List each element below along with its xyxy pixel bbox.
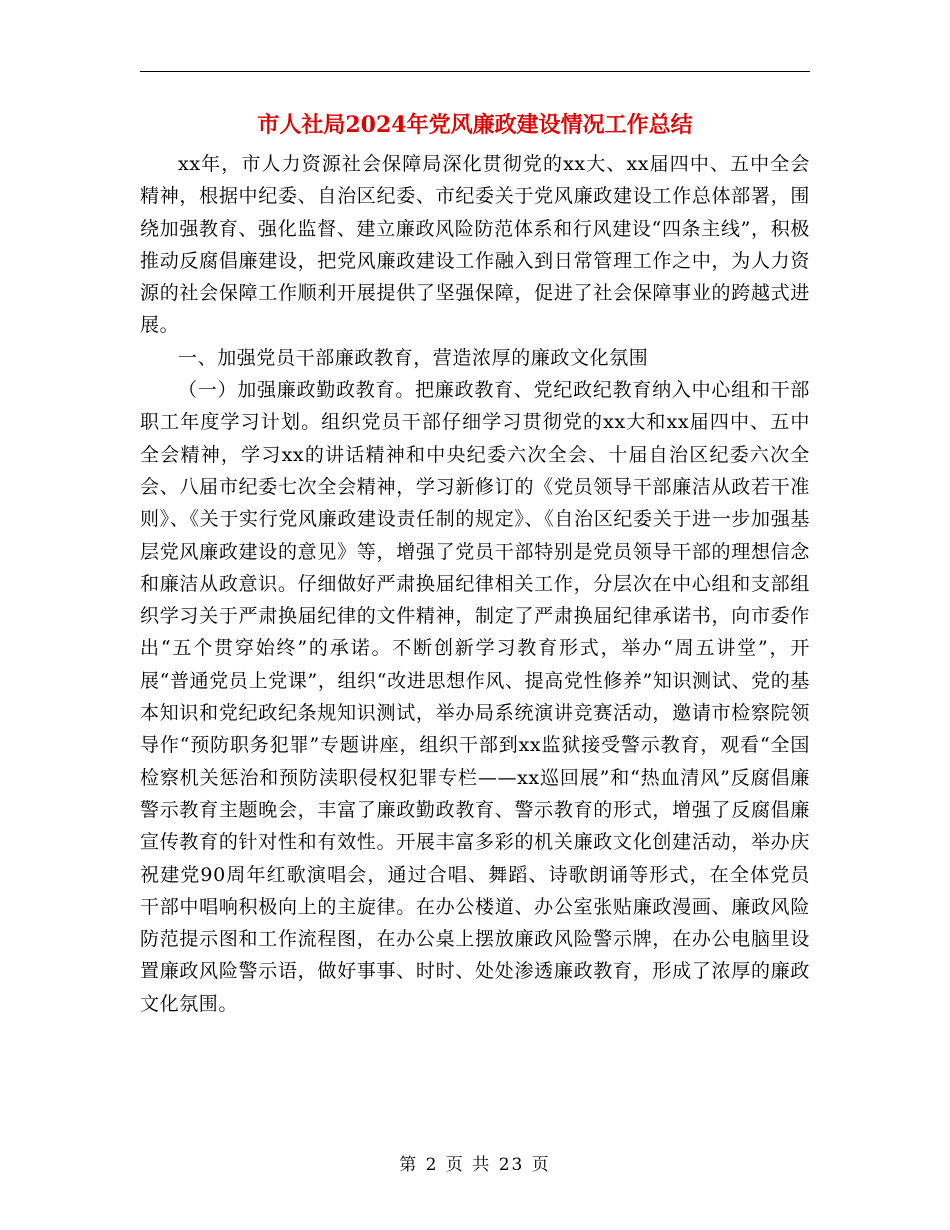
paragraph-education: （一）加强廉政勤政教育。把廉政教育、党纪政纪教育纳入中心组和干部职工年度学习计划。组织党员干部仔细学习贯彻党的xx大和xx届四中、五中全会精神，学习xx的讲话精神和中央纪委六次全会、十届自治区纪委六次全会、八届市纪委七次全会精神，学习新修订的《党员领导干部廉洁从政若干准则》、《关于实行党风廉政建设责任制的规定》、《自治区纪委关于进一步加强基层党风廉政建设的意见》等，增强了党员干部特别是党员领导干部的理想信念和廉洁从政意识。仔细做好严肃换届纪律相关工作，分层次在中心组和支部组织学习关于严肃换届纪律的文件精神，制定了严肃换届纪律承诺书，向市委作出“五个贯穿始终”的承诺。不断创新学习教育形式，举办“周五讲堂”，开展“普通党员上党课”，组织“改进思想作风、提高党性修养”知识测试、党的基本知识和党纪政纪条规知识测试，举办局系统演讲竞赛活动，邀请市检察院领导作“预防职务犯罪”专题讲座，组织干部到xx监狱接受警示教育，观看“全国检察机关惩治和预防渎职侵权犯罪专栏——xx巡回展”和“热血清风”反腐倡廉警示教育主题晚会，丰富了廉政勤政教育、警示教育的形式，增强了反腐倡廉宣传教育的针对性和有效性。开展丰富多彩的机关廉政文化创建活动，举办庆祝建党90周年红歌演唱会，通过合唱、舞蹈、诗歌朗诵等形式，在全体党员干部中唱响积极向上的主旋律。在办公楼道、办公室张贴廉政漫画、廉政风险防范提示图和工作流程图，在办公桌上摆放廉政风险警示牌，在办公电脑里设置廉政风险警示语，做好事事、时时、处处渗透廉政教育，形成了浓厚的廉政文化氛围。 xyxy=(140,379,810,1015)
page-footer: 第 2 页 共 23 页 xyxy=(399,1155,551,1175)
section-heading: 一、加强党员干部廉政教育，营造浓厚的廉政文化氛围 xyxy=(178,346,649,369)
document-body xyxy=(140,148,810,1020)
paragraph-intro: xx年，市人力资源社会保障局深化贯彻党的xx大、xx届四中、五中全会精神，根据中纪委、自治区纪委、市纪委关于党风廉政建设工作总体部署，围绕加强教育、强化监督、建立廉政风险防范体系和行风建设“四条主线”，积极推动反腐倡廉建设，把党风廉政建设工作融入到日常管理工作之中，为人力资源的社会保障工作顺利开展提供了坚强保障，促进了社会保障事业的跨越式进展。 xyxy=(140,153,810,337)
header-rule xyxy=(140,71,810,72)
document-title: 市人社局2024年党风廉政建设情况工作总结 xyxy=(257,112,693,138)
